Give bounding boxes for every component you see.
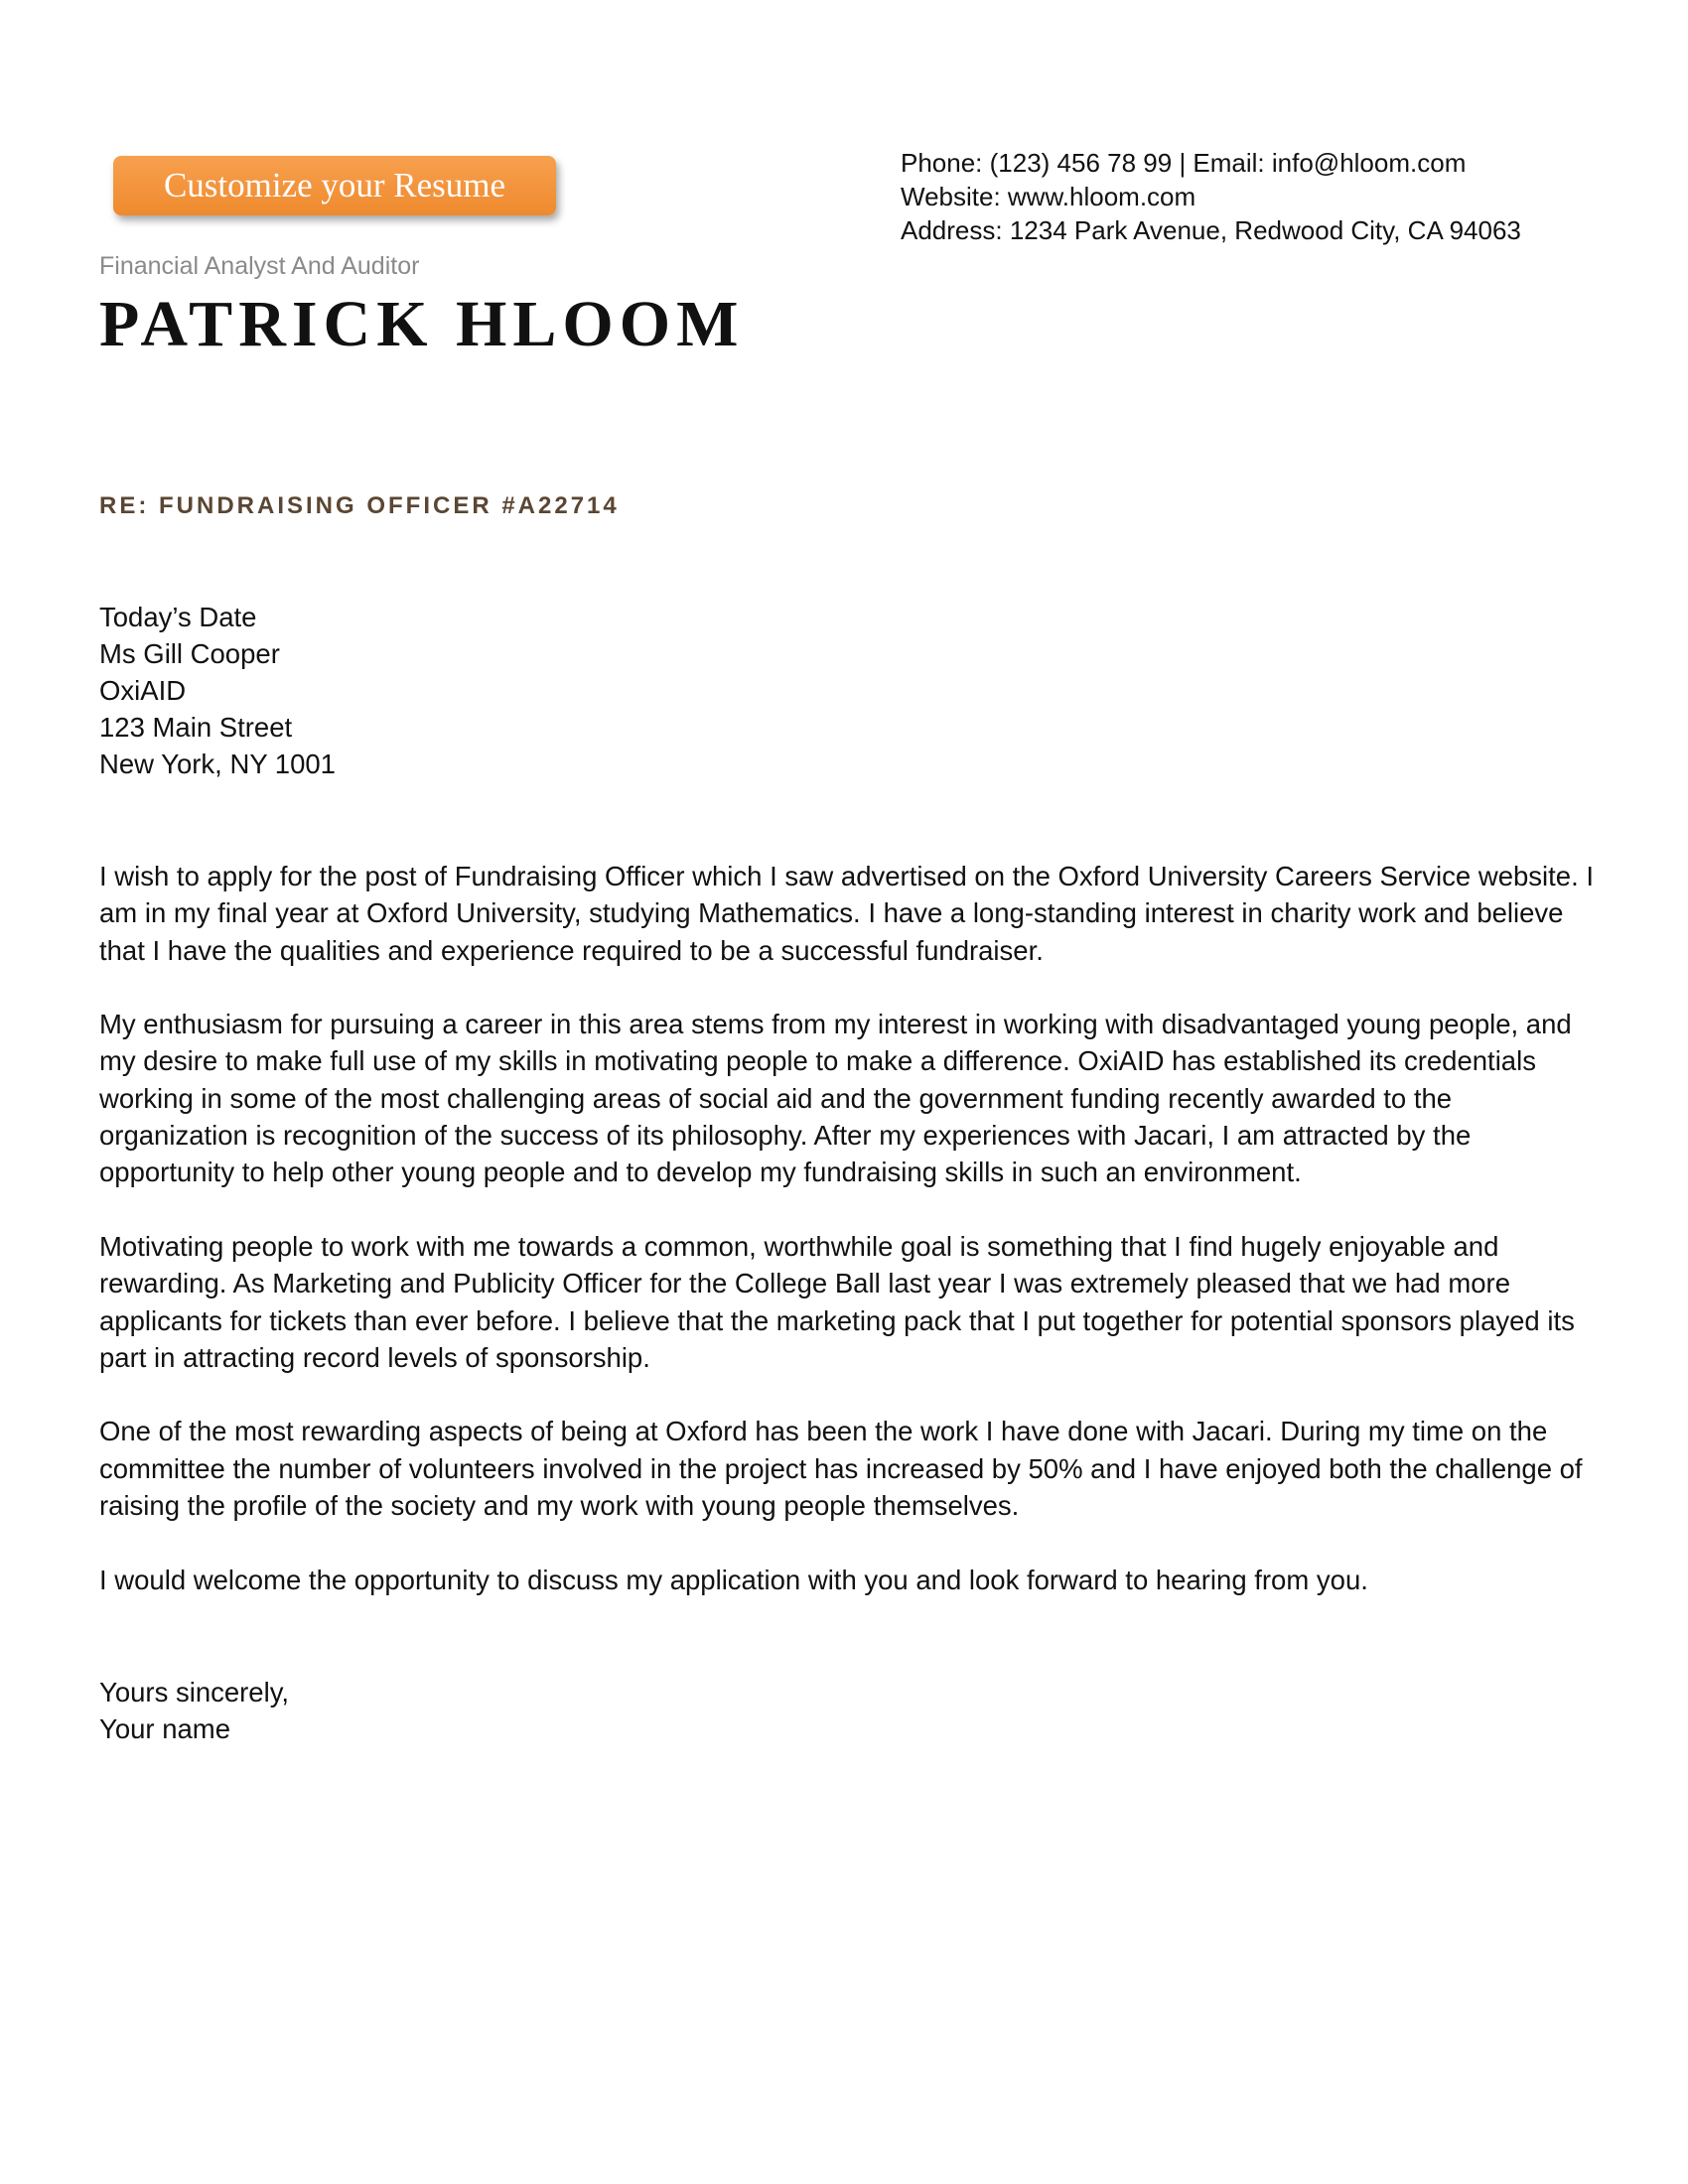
body-paragraph: I would welcome the opportunity to discuss my application with you and look forward to hearing from you. (99, 1564, 1368, 1595)
body-paragraph: Motivating people to work with me towards a common, worthwhile goal is something that I find hugely enjoyable and rewarding. As Marketing and Publicity Officer for the College Ball last year I was extremely pleased that we had more applicants for tickets than ever before. I believe that the marketing pack that I put together for potential sponsors played its part in attracting record levels of sponsorship. (99, 1230, 1575, 1373)
closing-block (99, 1674, 289, 1747)
customize-resume-button[interactable]: Customize your Resume (113, 156, 556, 215)
applicant-name: PATRICK HLOOM (99, 288, 745, 360)
closing-salutation: Yours sincerely, (99, 1677, 290, 1707)
letter-body (99, 858, 1594, 1635)
recipient-name: Ms Gill Cooper (99, 638, 280, 669)
contact-address: Address: 1234 Park Avenue, Redwood City, CA 94063 (901, 215, 1521, 245)
body-paragraph: I wish to apply for the post of Fundraising Officer which I saw advertised on the Oxford University Careers Service website. I am in my final year at Oxford University, studying Mathematics. I have a long-standing interest in charity work and believe that I have the qualities and experience required to be a successful fundraiser. (99, 861, 1595, 966)
contact-website: Website: www.hloom.com (901, 182, 1196, 211)
recipient-company: OxiAID (99, 675, 187, 706)
body-paragraph: My enthusiasm for pursuing a career in this area stems from my interest in working with disadvantaged young people, and my desire to make full use of my skills in motivating people to make a difference. OxiAID has established its credentials working in some of the most challenging areas of social aid and the government funding recently awarded to the organization is recognition of the success of its philosophy. After my experiences with Jacari, I am attracted by the opportunity to help other young people and to develop my fundraising skills in such an environment. (99, 1009, 1572, 1188)
recipient-city: New York, NY 1001 (99, 749, 336, 779)
recipient-street: 123 Main Street (99, 712, 293, 743)
contact-block (901, 146, 1521, 247)
recipient-date: Today’s Date (99, 602, 257, 632)
job-title-subtitle: Financial Analyst And Auditor (99, 252, 420, 280)
closing-signature: Your name (99, 1713, 230, 1744)
recipient-block (99, 599, 336, 782)
contact-phone-email: Phone: (123) 456 78 99 | Email: info@hloom.com (901, 148, 1467, 178)
body-paragraph: One of the most rewarding aspects of being at Oxford has been the work I have done with Jacari. During my time on the committee the number of volunteers involved in the project has increased by 50% and I have enjoyed both the challenge of raising the profile of the society and my work with young people themselves. (99, 1416, 1583, 1522)
re-line: RE: FUNDRAISING OFFICER #A22714 (99, 492, 620, 519)
